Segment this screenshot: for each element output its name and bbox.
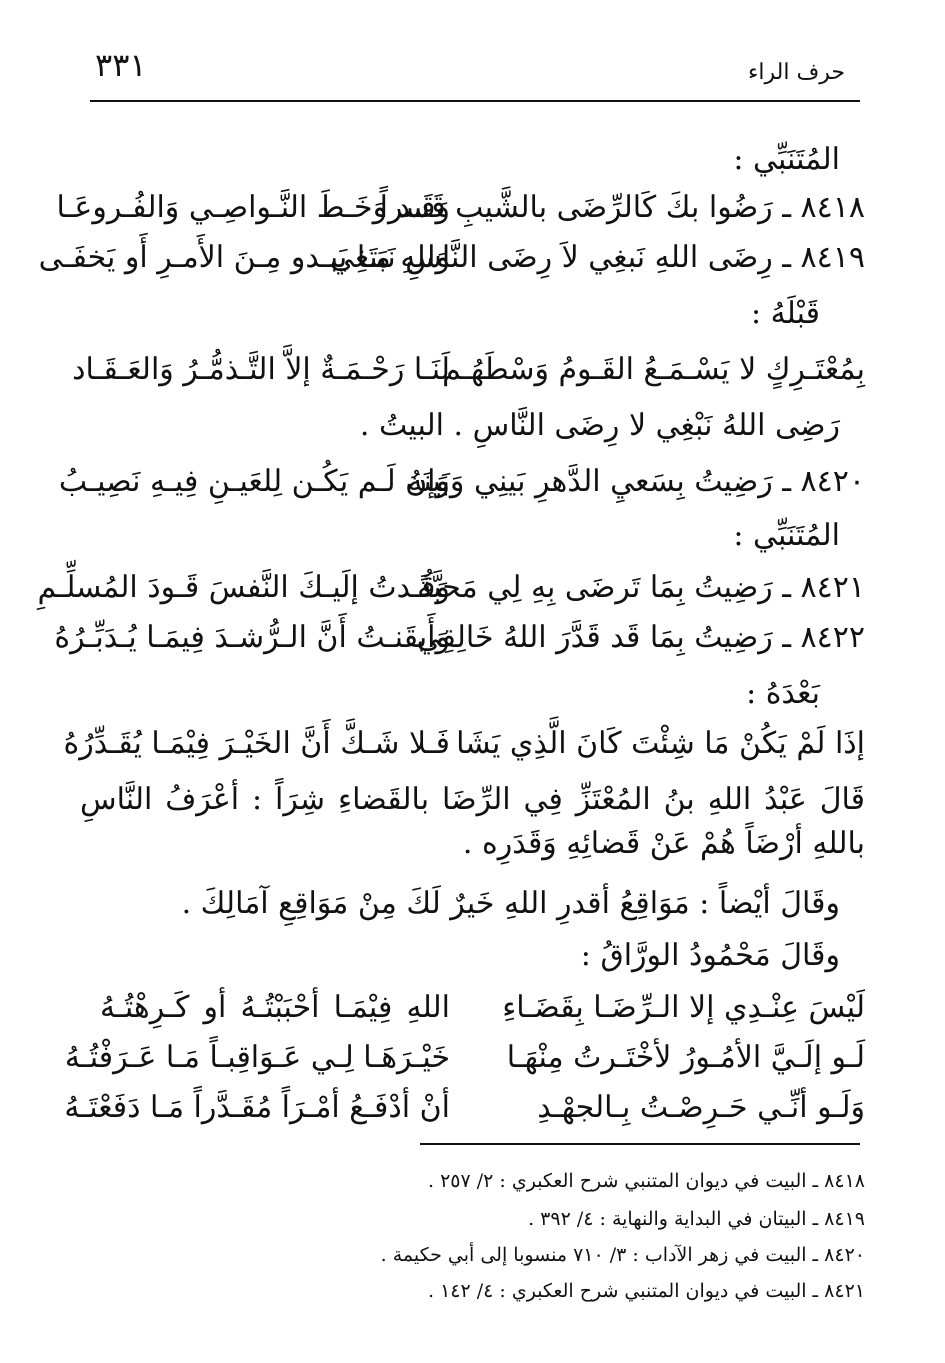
label-badahu: بَعْدَهُ : xyxy=(746,676,820,711)
verse-8419-first-hemistich: ٨٤١٩ ـ رِضَى اللهِ نَبغِي لاَ رِضَى النَّاسِ نَبتَغِي xyxy=(329,240,865,275)
prose-aydan: وقَالَ أيْضاً : مَوَاقِعُ أقدرِ اللهِ خَيرٌ لَكَ مِنْ مَوَاقِعِ آمَالِكَ . xyxy=(181,886,840,921)
verse-warraq-3 xyxy=(64,1086,865,1130)
verse-warraq-2-first-hemistich: لَـو إلَـيَّ الأمُـورُ لأخْتَـرتُ مِنْهَـا xyxy=(506,1040,865,1075)
verse-8422 xyxy=(54,616,865,660)
verse-8421 xyxy=(37,566,865,610)
verse-badahu-first-hemistich: إذَا لَمْ يَكُنْ مَا شِئْتَ كَانَ الَّذِي يَشَا xyxy=(456,726,865,761)
prose-reference: رَضِى اللهُ نَبْغِي لا رِضَى النَّاسِ . البيتُ . xyxy=(359,408,840,443)
verse-warraq-3-first-hemistich: وَلَـو أنِّـي حَـرِصْـتُ بِـالجهْـدِ xyxy=(537,1090,865,1125)
verse-warraq-2 xyxy=(64,1036,865,1080)
verse-8420-second-hemistich: وَإن لَـم يَكُـن لِلعَيـنِ فِيـهِ نَصِيـبُ xyxy=(58,464,450,499)
verse-8418 xyxy=(56,186,865,230)
footnote-8420: ٨٤٢٠ ـ البيت في زهر الآداب : ٣/ ٧١٠ منسوبا إلى أبي حكيمة . xyxy=(380,1244,865,1266)
verse-warraq-2-second-hemistich: خَيْـرَهَـا لِـي عَـوَاقِبـاً مَـا عَـرَفْتُـهُ xyxy=(64,1040,450,1075)
prose-ibn-al-mutazz: قَالَ عَبْدُ اللهِ بنُ المُعْتَزِّ فِي الرِّضَا بالقَضاءِ شِرَاً : أعْرَفُ النَّاسِ باللهِ أرْضَاً هُمْ عَنْ قَضائِهِ وَقَدَرِه . xyxy=(80,782,865,861)
verse-warraq-1-first-hemistich: لَيْسَ عِنْـدِي إلا الـرِّضَـا بِقَضَـاءِ xyxy=(502,990,865,1025)
verse-8421-first-hemistich: ٨٤٢١ ـ رَضِيتُ بِمَا تَرضَى بِهِ لِي مَحبَّةً xyxy=(417,570,865,605)
running-header-title: حرف الراء xyxy=(748,60,845,85)
verse-badahu-second-hemistich: فَـلا شَـكَّ أَنَّ الخَيْـرَ فِيْمَـا يُقَـدِّرُهُ xyxy=(63,726,450,761)
verse-qablahu-second-hemistich: لَنَـا رَحْـمَـةٌ إلاَّ التَّـذمُّـرُ وَالعَـقَـاد xyxy=(72,352,450,387)
verse-warraq-3-second-hemistich: أنْ أدْفَـعُ أمْـرَاً مُقَـدَّراً مَـا دَفَعْتَـهُ xyxy=(64,1090,450,1125)
poet-label-mutanabbi-1: المُتَنَبِّي : xyxy=(733,142,840,177)
verse-8418-first-hemistich: ٨٤١٨ ـ رَضُوا بكَ كَالرِّضَى بالشَّيبِ قَسراً xyxy=(379,190,865,225)
verse-8420 xyxy=(58,460,865,504)
verse-8420-first-hemistich: ٨٤٢٠ ـ رَضِيتُ بِسَعيِ الدَّهرِ بَينِي وَبَينَهُ xyxy=(407,464,865,499)
verse-qablahu xyxy=(72,348,865,392)
prose-mahmud-al-warraq: وقَالَ مَحْمُودُ الورَّاقُ : xyxy=(580,938,840,973)
verse-8419 xyxy=(38,236,865,280)
footnote-divider xyxy=(420,1143,860,1145)
verse-warraq-1 xyxy=(100,986,865,1030)
verse-8422-second-hemistich: وَأَيقَنـتُ أَنَّ الـرُّشـدَ فِيمَـا يُـدَبِّـرُهُ xyxy=(54,620,450,655)
verse-warraq-1-second-hemistich: اللهِ فِيْمَـا أحْبَبْتُـهُ أو كَـرِهْتُـهُ xyxy=(100,990,450,1025)
verse-8419-second-hemistich: وَللهِ مَـا يَبـدو مِـنَ الأَمـرِ أَو يَخفَـى xyxy=(38,240,450,275)
verse-8421-second-hemistich: وَقُـدتُ إلَيـكَ النَّفسَ قَـودَ المُسلِّـمِ xyxy=(37,570,450,605)
verse-8422-first-hemistich: ٨٤٢٢ ـ رَضِيتُ بِمَا قَد قَدَّرَ اللهُ خَالِقِي xyxy=(416,620,865,655)
footnote-8421: ٨٤٢١ ـ البيت في ديوان المتنبي شرح العكبري : ٤/ ١٤٢ . xyxy=(427,1280,865,1302)
poet-label-mutanabbi-2: المُتَنَبِّي : xyxy=(733,518,840,553)
footnote-8418: ٨٤١٨ ـ البيت في ديوان المتنبي شرح العكبري : ٢/ ٢٥٧ . xyxy=(427,1170,865,1192)
label-qablahu: قَبْلَهُ : xyxy=(750,296,820,331)
header-divider xyxy=(90,100,860,102)
footnote-8419: ٨٤١٩ ـ البيتان في البداية والنهاية : ٤/ ٣٩٢ . xyxy=(528,1208,865,1230)
verse-8418-second-hemistich: وَقَـد وَخَـطَ النَّـواصِـي وَالفُـروعَـا xyxy=(56,190,450,225)
verse-badahu xyxy=(63,722,865,766)
page-number: ٣٣١ xyxy=(95,46,147,84)
verse-qablahu-first-hemistich: بِمُعْتَـرِكٍ لا يَسْـمَـعُ القَـومُ وَسْطَهُـم xyxy=(442,352,865,387)
